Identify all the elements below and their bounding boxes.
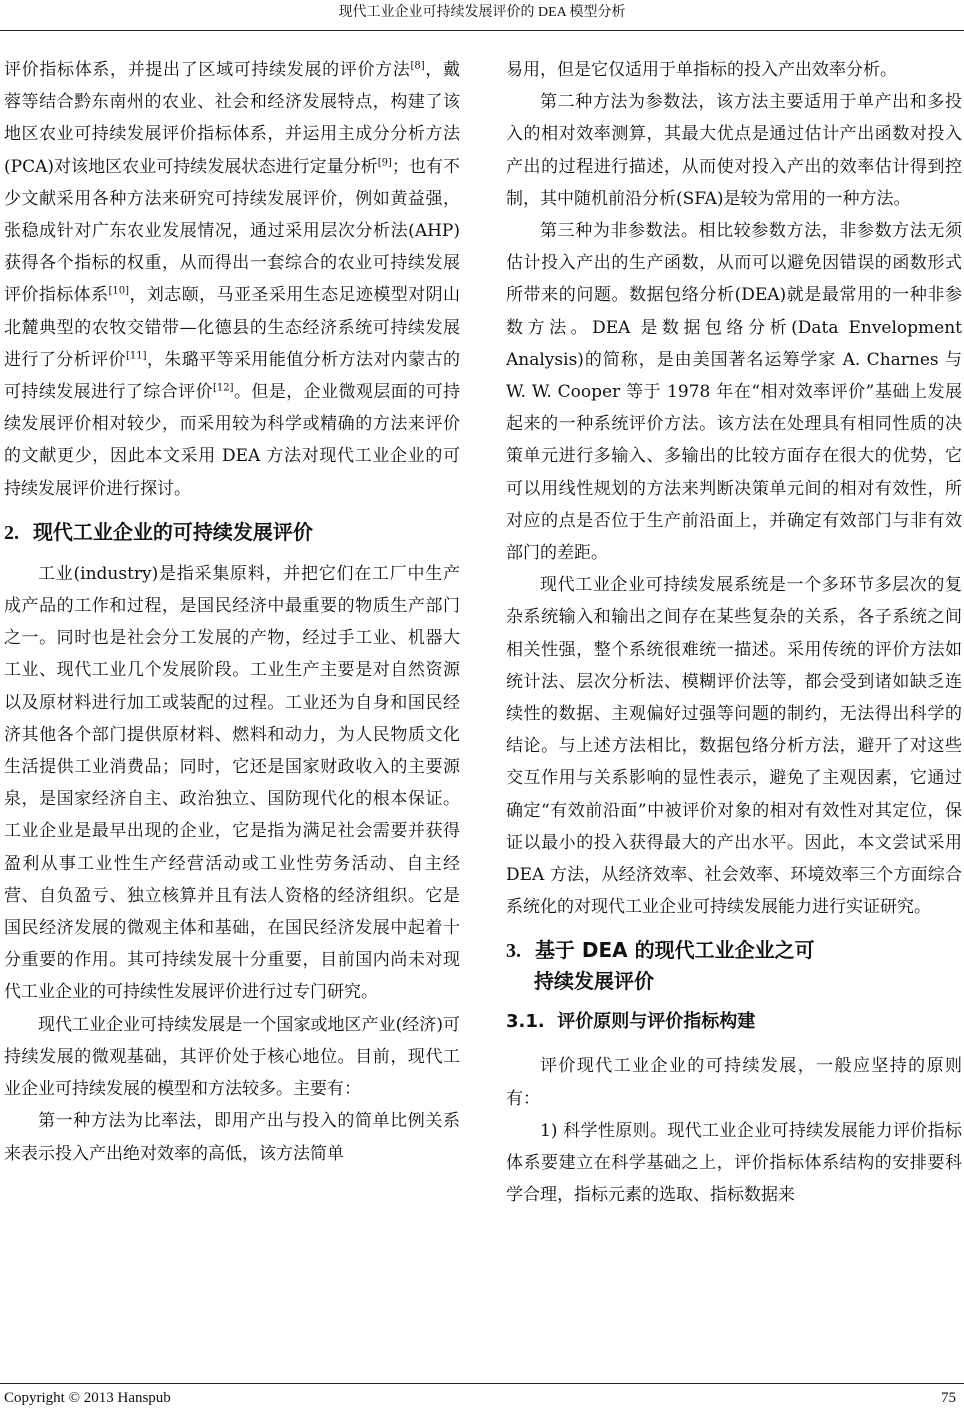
paragraph-principle-1: 1) 科学性原则。现代工业企业可持续发展能力评价指标体系要建立在科学基础之上，评价指标体系结构的安排要科学合理，指标元素的选取、指标数据来 <box>506 1120 962 1206</box>
section-title-line1: 基于 DEA 的现代工业企业之可 <box>534 938 815 963</box>
text-run: 评价指标体系，并提出了区域可持续发展的评价方法 <box>4 60 411 80</box>
subsection-heading-3-1 <box>506 1008 962 1036</box>
running-title: 现代工业企业可持续发展评价的 DEA 模型分析 <box>338 5 626 20</box>
running-header <box>0 0 964 31</box>
section-title-line2: 持续发展评价 <box>534 969 654 994</box>
paragraph-industry-definition: 工业(industry)是指采集原料，并把它们在工厂中生产成产品的工作和过程，是国民经济中最重要的物质生产部门之一。同时也是社会分工发展的产物，经过手工业、机器大工业、现代工业几个发展阶段。工业生产主要是对自然资源以及原材料进行加工或装配的过程。工业还为自身和国民经济其他各个部门提供原材料、燃料和动力，为人民物质文化生活提供工业消费品；同时，它还是国家财政收入的主要源泉，是国家经济自主、政治独立、国防现代化的根本保证。工业企业是最早出现的企业，它是指为满足社会需要并获得盈利从事工业性生产经营活动或工业性劳务活动、自主经营、自负盈亏、独立核算并且有法人资格的经济组织。它是国民经济发展的微观主体和基础，在国民经济发展中起着十分重要的作用。其可持续发展十分重要，目前国内尚未对现代工业企业的可持续性发展评价进行过专门研究。 <box>4 563 460 1003</box>
citation-ref-8: [8] <box>410 60 425 72</box>
citation-ref-11: [11] <box>125 350 147 362</box>
left-column <box>4 54 460 1170</box>
citation-ref-10: [10] <box>108 285 130 297</box>
section-heading-2 <box>4 517 460 548</box>
right-column <box>506 54 962 1212</box>
paragraph-ratio-method: 第一种方法为比率法，即用产出与投入的简单比例关系来表示投入产出绝对效率的高低，该方法简单 <box>4 1111 460 1164</box>
text-run: ；也有不少文献采用各种方法来研究可持续发展评价，例如黄益强，张稳成针对广东农业发展情况，通过采用层次分析法(AHP)获得各个指标的权重，从而得出一套综合的农业可持续发展评价指标体系 <box>4 156 460 306</box>
subsection-title: 评价原则与评价指标构建 <box>557 1011 756 1033</box>
section-number: 3. <box>506 940 521 963</box>
paragraph-parametric-method: 第二种方法为参数法，该方法主要适用于单产出和多投入的相对效率测算，其最大优点是通过估计产出函数对投入产出的过程进行描述，从而使对投入产出的效率估计得到控制，其中随机前沿分析(SFA)是较为常用的一种方法。 <box>506 92 962 209</box>
paragraph-ratio-method-cont: 易用，但是它仅适用于单指标的投入产出效率分析。 <box>506 60 897 80</box>
paragraph-literature-review <box>4 54 460 505</box>
text-run: ，刘志颐，马亚圣采用生态足迹模型对阴山北麓典型的农牧交错带—化德县的生态经济系统可持续发展进行了分析评价 <box>4 285 461 370</box>
text-run: ，戴蓉等结合黔东南州的农业、社会和经济发展特点，构建了该地区农业可持续发展评价指标体系，并运用主成分分析方法(PCA)对该地区农业可持续发展状态进行定量分析 <box>4 60 461 177</box>
paragraph-principles-intro: 评价现代工业企业的可持续发展，一般应坚持的原则有： <box>506 1056 962 1109</box>
paragraph-nonparametric-method: 第三种为非参数法。相比较参数方法，非参数方法无须估计投入产出的生产函数，从而可以避免因错误的函数形式所带来的问题。数据包络分析(DEA)就是最常用的一种非参数方法。DEA 是数据包络分析(Data Envelopment Analysis)的简称，是由美国著名运筹学家 A. Charnes 与 W. W. Cooper 等于 1978 年在“相对效率评价”基础上发展起来的一种系统评价方法。该方法在处理具有相同性质的决策单元进行多输入、多输出的比较方面存在很大的优势，它可以用线性规划的方法来判断决策单元间的相对有效性，所对应的点是否位于生产前沿面上，并确定有效部门与非有效部门的差距。 <box>506 221 962 564</box>
section-heading-3 <box>506 935 962 996</box>
page-footer <box>0 1383 964 1414</box>
copyright-notice: Copyright © 2013 Hanspub <box>4 1390 171 1406</box>
paragraph-methods-intro: 现代工业企业可持续发展是一个国家或地区产业(经济)可持续发展的微观基础，其评价处于核心地位。目前，现代工业企业可持续发展的模型和方法较多。主要有： <box>4 1014 460 1100</box>
text-run: ，朱璐平等采用能值分析方法对内蒙古的可持续发展进行了综合评价 <box>4 349 461 403</box>
paragraph-system-complexity: 现代工业企业可持续发展系统是一个多环节多层次的复杂系统输入和输出之间存在某些复杂的关系，各子系统之间相关性强，整个系统很难统一描述。采用传统的评价方法如统计法、层次分析法、模糊评价法等，都会受到诸如缺乏连续性的数据、主观偏好过强等问题的制约，无法得出科学的结论。与上述方法相比，数据包络分析方法，避开了对这些交互作用与关系影响的显性表示，避免了主观因素，它通过确定“有效前沿面”中被评价对象的相对有效性对其定位，保证以最小的投入获得最大的产出水平。因此，本文尝试采用 DEA 方法，从经济效率、社会效率、环境效率三个方面综合系统化的对现代工业企业可持续发展能力进行实证研究。 <box>506 575 962 918</box>
section-number: 2. <box>4 521 19 544</box>
text-run: 。但是，企业微观层面的可持续发展评价相对较少，而采用较为科学或精确的方法来评价的文献更少，因此本文采用 DEA 方法对现代工业企业的可持续发展评价进行探讨。 <box>4 382 461 499</box>
citation-ref-12: [12] <box>213 382 234 394</box>
section-title: 现代工业企业的可持续发展评价 <box>32 519 313 544</box>
subsection-number: 3.1. <box>506 1011 545 1033</box>
page-number: 75 <box>941 1390 956 1406</box>
citation-ref-9: [9] <box>377 156 392 168</box>
